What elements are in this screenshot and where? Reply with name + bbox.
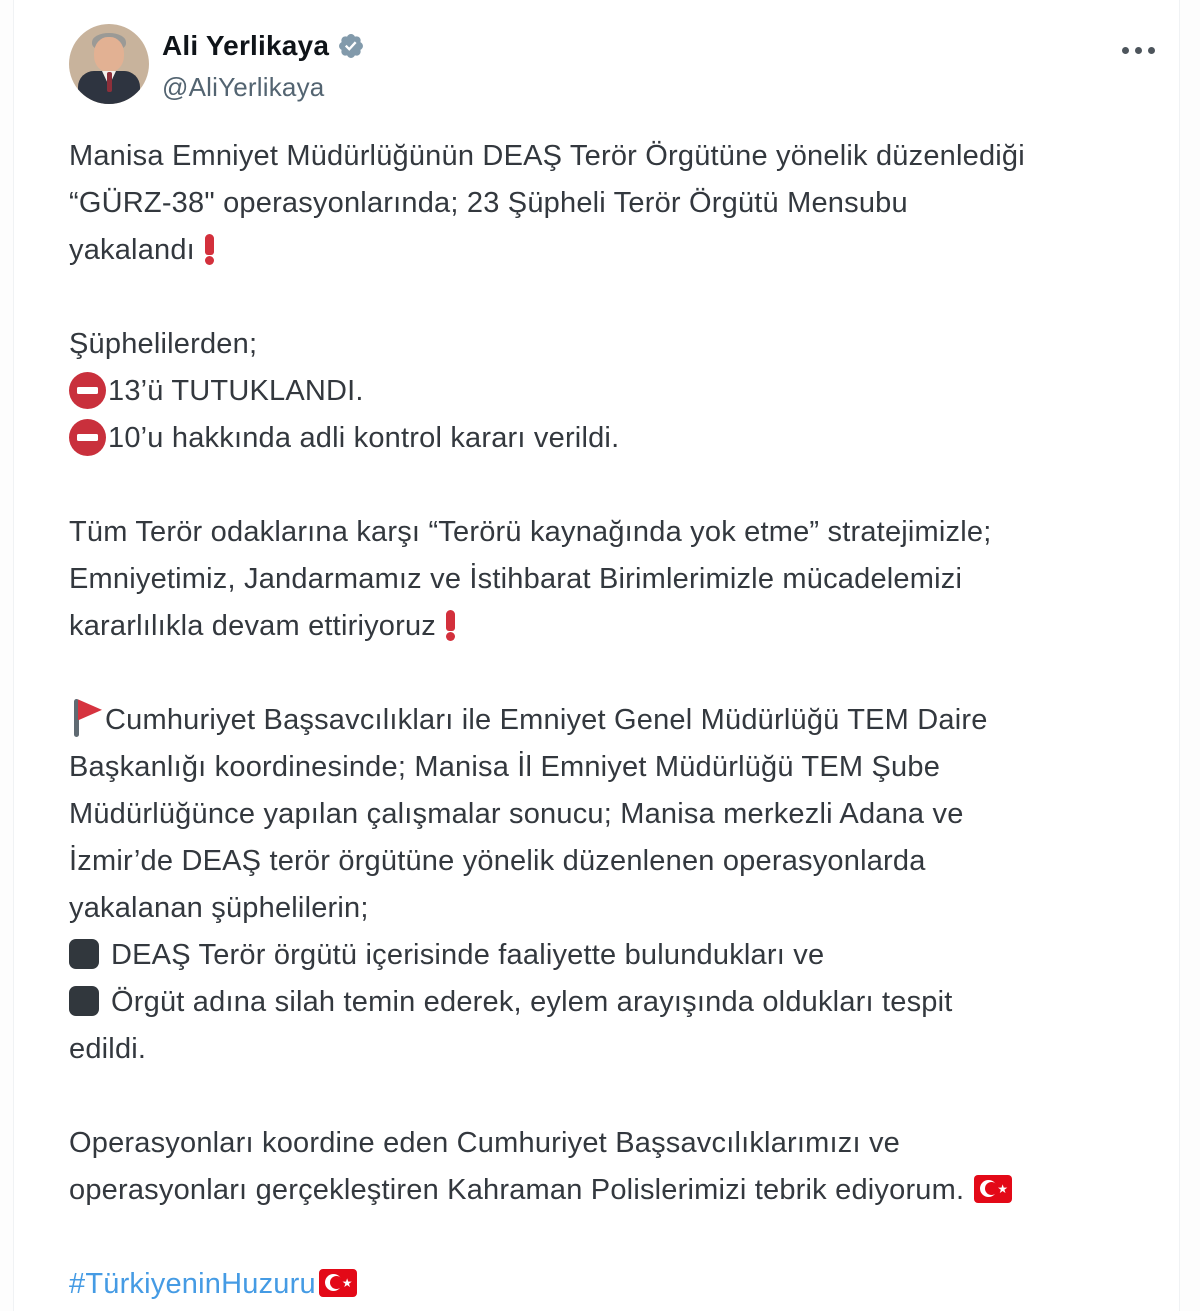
tweet-text-line: [69, 697, 1169, 744]
tweet-text-line: [69, 885, 1169, 932]
tweet-text-line: [69, 1120, 1169, 1167]
tweet-text: Manisa Emniyet Müdürlüğünün DEAŞ Terör Örgütüne yönelik düzenlediği: [69, 140, 1025, 172]
verified-badge-icon: [337, 32, 365, 60]
tweet-text: kararlılıkla devam ettiriyoruz: [69, 610, 436, 642]
more-dot: [1148, 47, 1155, 54]
tweet-text-line: [69, 932, 1169, 979]
tweet-text-line: [69, 1026, 1169, 1073]
avatar[interactable]: [69, 24, 149, 104]
tweet-text: Emniyetimiz, Jandarmamız ve İstihbarat Birimlerimizle mücadelemizi: [69, 563, 963, 595]
tweet-text-line: [69, 368, 1169, 415]
avatar-tie: [107, 72, 112, 92]
tweet-text-line: [69, 227, 1169, 274]
no-entry-icon: [69, 419, 106, 456]
more-dot: [1135, 47, 1142, 54]
tweet-text: Şüphelilerden;: [69, 328, 258, 360]
tweet-text: operasyonları gerçekleştiren Kahraman Polislerimizi tebrik ediyorum.: [69, 1174, 965, 1206]
blank-line: [69, 274, 1169, 321]
avatar-face: [94, 37, 124, 72]
tweet-text: “GÜRZ-38" operasyonlarında; 23 Şüpheli Terör Örgütü Mensubu: [69, 187, 908, 219]
black-square-icon: [69, 939, 99, 969]
tweet-text-line: [69, 321, 1169, 368]
tweet-text: edildi.: [69, 1033, 147, 1065]
tweet-text: Tüm Terör odaklarına karşı “Terörü kaynağında yok etme” stratejimizle;: [69, 516, 992, 548]
tweet-text: Operasyonları koordine eden Cumhuriyet Başsavcılıklarımızı ve: [69, 1127, 900, 1159]
blank-line: [69, 462, 1169, 509]
tweet-body: [69, 133, 1169, 1308]
black-square-icon: [69, 986, 99, 1016]
tweet-text: Müdürlüğünce yapılan çalışmalar sonucu; Manisa merkezli Adana ve: [69, 798, 964, 830]
tweet-text: İzmir’de DEAŞ terör örgütüne yönelik düzenlenen operasyonlarda: [69, 845, 926, 877]
tweet-text-line: [69, 556, 1169, 603]
tr-flag-icon: ★: [319, 1269, 357, 1297]
author-name-row: [162, 30, 365, 62]
tweet-text-line: [69, 1261, 1169, 1308]
hashtag-link[interactable]: #TürkiyeninHuzuru: [69, 1268, 316, 1300]
blank-line: [69, 1214, 1169, 1261]
tweet-text-line: [69, 509, 1169, 556]
more-options-button[interactable]: [1122, 38, 1166, 62]
tweet-text-line: [69, 791, 1169, 838]
tweet-text-line: [69, 838, 1169, 885]
blank-line: [69, 1073, 1169, 1120]
tweet-text-line: [69, 133, 1169, 180]
author-handle[interactable]: @AliYerlikaya: [162, 72, 325, 102]
tweet-text: 10’u hakkında adli kontrol kararı verildi.: [108, 422, 620, 454]
tweet-card: [13, 0, 1180, 1311]
more-dot: [1122, 47, 1129, 54]
tweet-text-line: [69, 603, 1169, 650]
tr-flag-icon: ★: [974, 1175, 1012, 1203]
tweet-text: DEAŞ Terör örgütü içerisinde faaliyette bulundukları ve: [111, 939, 825, 971]
exclamation-icon: [446, 607, 456, 643]
tweet-text-line: [69, 979, 1169, 1026]
tweet-text-line: [69, 415, 1169, 462]
tweet-text: Cumhuriyet Başsavcılıkları ile Emniyet Genel Müdürlüğü TEM Daire: [105, 704, 988, 736]
red-flag-icon: [69, 697, 101, 739]
tweet-text-line: [69, 744, 1169, 791]
tweet-text: Örgüt adına silah temin ederek, eylem arayışında oldukları tespit: [111, 986, 953, 1018]
author-name[interactable]: Ali Yerlikaya: [162, 30, 330, 61]
tweet-text: 13’ü TUTUKLANDI.: [108, 375, 364, 407]
tweet-text: yakalandı: [69, 234, 195, 266]
tweet-text: yakalanan şüphelilerin;: [69, 892, 369, 924]
tweet-text-line: [69, 1167, 1169, 1214]
no-entry-icon: [69, 372, 106, 409]
tweet-text-line: [69, 180, 1169, 227]
exclamation-icon: [205, 231, 215, 267]
blank-line: [69, 650, 1169, 697]
tweet-text: Başkanlığı koordinesinde; Manisa İl Emniyet Müdürlüğü TEM Şube: [69, 751, 941, 783]
